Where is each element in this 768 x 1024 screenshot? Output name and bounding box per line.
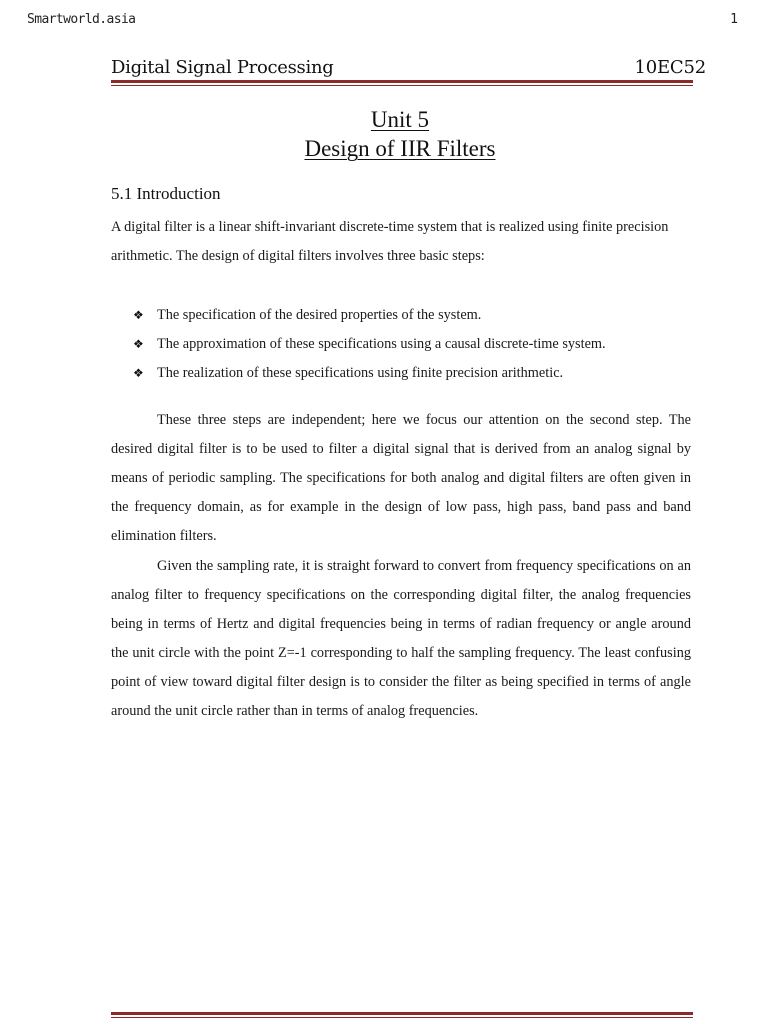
unit-title: Design of IIR Filters: [304, 136, 496, 161]
list-item: [133, 302, 606, 331]
four-point-star-icon: ❖: [133, 337, 144, 351]
four-point-star-icon: ❖: [133, 366, 144, 380]
list-item-text: The approximation of these specifications using a causal discrete-time system.: [157, 336, 606, 352]
list-item: [133, 360, 606, 389]
site-label: Smartworld.asia: [27, 12, 136, 27]
steps-list: [133, 302, 606, 389]
body-paragraph: Given the sampling rate, it is straight forward to convert from frequency specifications on an analog filter to frequency specifications on the corresponding digital filter, the analog frequencies being in terms of Hertz and digital frequencies being in terms of radian frequency or angle around the unit circle with the point Z=-1 corresponding to half the sampling frequency. The least confusing point of view toward digital filter design is to consider the filter as being specified in terms of angle around the unit circle rather than in terms of analog frequencies.: [111, 558, 691, 720]
header-rule: [111, 80, 693, 86]
running-header: [111, 50, 706, 78]
footer-rule-thin: [111, 1017, 693, 1018]
course-title: Digital Signal Processing: [111, 57, 334, 78]
list-item-text: The specification of the desired properties of the system.: [157, 307, 482, 323]
footer-rule: [111, 1012, 693, 1018]
list-item-text: The realization of these specifications using finite precision arithmetic.: [157, 365, 564, 381]
four-point-star-icon: ❖: [133, 308, 144, 322]
list-item: [133, 331, 606, 360]
section-heading: 5.1 Introduction: [111, 184, 221, 203]
page-number: 1: [730, 12, 738, 27]
header-rule-thin: [111, 85, 693, 86]
unit-number: Unit 5: [370, 107, 430, 132]
course-code: 10EC52: [634, 57, 706, 78]
body-paragraph: These three steps are independent; here we focus our attention on the second step. The desired digital filter is to be used to filter a digital signal that is derived from an analog signal by means of periodic sampling. The specifications for both analog and digital filters are often given in the frequency domain, as for example in the design of low pass, high pass, band pass and band elimination filters.: [111, 412, 691, 545]
intro-paragraph: A digital filter is a linear shift-invariant discrete-time system that is realized using finite precision arithmetic. The design of digital filters involves three basic steps:: [111, 219, 669, 264]
